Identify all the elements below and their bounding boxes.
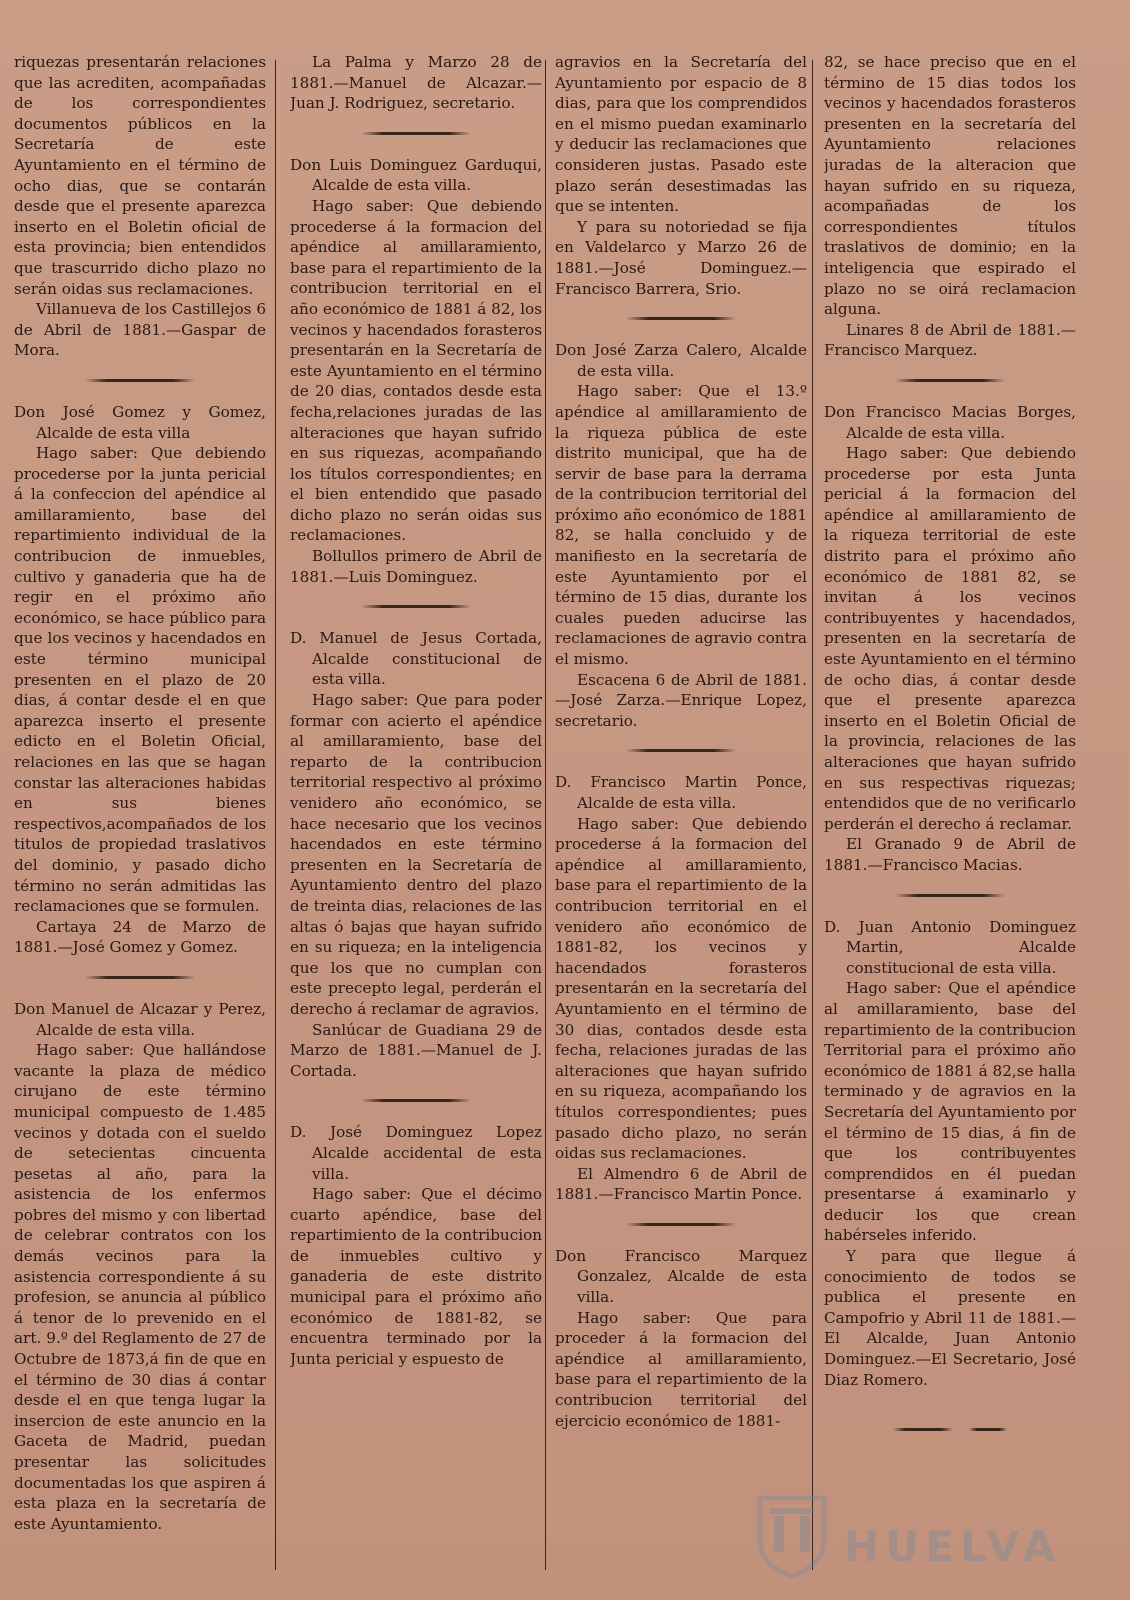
notice-separator	[361, 132, 471, 135]
notice-sanlucar	[290, 628, 542, 1081]
notice-body: Hago saber: Que para proceder á la formacion del apéndice al amillaramiento, base para el repartimiento de la contribucion territorial del ejercicio económico de 1881-	[555, 1308, 807, 1430]
notice-body: Hago saber: Que debiendo procederse á la formacion del apéndice al amillaramiento, base para el repartimiento de la contribucion territorial en el venidero año económico de 1881-82, los vecinos y hacendados forasteros presentarán en la secretaría del Ayuntamiento en el término de 30 dias, contados desde esta fecha, relaciones juradas de las alteraciones que hayan sufrido en su riqueza, acompañando los títulos correspondientes; pues pasado dicho plazo, no serán oidas sus reclamaciones.	[555, 814, 807, 1163]
notice-signature: La Palma y Marzo 28 de 1881.—Manuel de Alcazar.—Juan J. Rodriguez, secretario.	[290, 53, 542, 113]
column-rule	[812, 60, 813, 1570]
notice-separator	[626, 749, 736, 752]
notice-cartaya	[14, 402, 266, 958]
notice-body: agravios en la Secretaría del Ayuntamiento por espacio de 8 dias, para que los comprendidos en el mismo puedan examinarlo y deducir las reclamaciones que consideren justas. Pasado este plazo serán desestimadas las que se intenten.	[555, 53, 807, 216]
notice-body: Hago saber: Que hallándose vacante la plaza de médico cirujano de este término municipal compuesto de 1.485 vecinos y dotada con el sueldo de setecientas cincuenta pesetas al año, para la asistencia de los enfermos pobres del mismo y con libertad de celebrar contratos con los demás vecinos para la asistencia correspondiente á su profesion, se anuncia al público á tenor de lo prevenido en el art. 9.º del Reglamento de 27 de Octubre de 1873,á fin de que en el término de 30 dias á contar desde el en que tenga lugar la insercion de este anuncio en la Gaceta de Madrid, puedan presentar las solicitudes documentadas los que aspiren á esta plaza en la secretaría de este Ayuntamiento.	[14, 1041, 266, 1533]
notice-linares	[555, 1246, 807, 1431]
notice-heading: Don Francisco Macias Borges, Alcalde de esta villa.	[824, 402, 1076, 442]
watermark-text: HUELVA	[844, 1522, 1062, 1571]
notice-heading: Don Francisco Marquez Gonzalez, Alcalde de esta villa.	[555, 1246, 807, 1307]
notice-signature: Bollullos primero de Abril de 1881.—Luis Dominguez.	[290, 547, 542, 586]
notice-signature: Y para su notoriedad se fija en Valdelarco y Marzo 26 de 1881.—José Dominguez.—Francisco Barrera, Srio.	[555, 217, 807, 298]
notice-heading: Don Luis Dominguez Garduqui, Alcalde de esta villa.	[290, 155, 542, 195]
notice-body: Hago saber: Que debiendo procederse por la junta pericial á la confeccion del apéndice al amillaramiento, base del repartimiento individual de la contribucion de inmuebles, cultivo y ganaderia que ha de regir en el próximo año económico, se hace público para que los vecinos y hacendados en este término municipal presenten en el plazo de 20 dias, á contar desde el en que aparezca inserto el presente edicto en el Boletin Oficial, relaciones en las que se hagan constar las alteraciones habidas en sus bienes respectivos,acompañados de los titulos de propiedad traslativos del dominio, y pasado dicho término no serán admitidas las reclamaciones que se formulen.	[14, 444, 266, 916]
notice-signature: Linares 8 de Abril de 1881.—Francisco Marquez.	[824, 320, 1076, 360]
notice-signature: El Almendro 6 de Abril de 1881.—Francisco Martin Ponce.	[555, 1164, 807, 1204]
notice-linares-continuation	[824, 52, 1076, 361]
end-separator	[824, 1416, 1076, 1437]
column-2	[290, 52, 542, 1582]
notice-body: Hago saber: Que el 13.º apéndice al amillaramiento de la riqueza pública de este distrito municipal, que ha de servir de base para la derrama de la contribucion territorial del próximo año económico de 1881 82, se halla concluido y de manifiesto en la secretaría de este Ayuntamiento por el término de 15 dias, durante los cuales pueden aducirse las reclamaciones de agravio contra el mismo.	[555, 382, 807, 669]
notice-body: Hago saber: Que debiendo procederse á la formacion del apéndice al amillaramiento, base para el repartimiento de la contribucion territorial en el año económico de 1881 á 82, los vecinos y hacendados forasteros presentarán en la Secretaría de este Ayuntamiento en el término de 20 dias, contados desde esta fecha,relaciones juradas de las alteraciones que hayan sufrido en sus riquezas, acompañando los títulos correspondientes; en el bien entendido que pasado dicho plazo no serán oidas sus reclamaciones.	[290, 196, 542, 545]
notice-heading: Don José Gomez y Gomez, Alcalde de esta villa	[14, 402, 266, 442]
notice-separator	[361, 1099, 471, 1102]
notice-heading: D. Juan Antonio Dominguez Martin, Alcalde constitucional de esta villa.	[824, 917, 1076, 977]
notice-body: Hago saber: Que debiendo procederse por esta Junta pericial á la formacion del apéndice al amillaramiento de la riqueza territorial de este distrito para el próximo año económico de 1881 82, se invitan á los vecinos contribuyentes y hacendados, presenten en la secretaría de este Ayuntamiento en el término de ocho dias, á contar desde que el presente aparezca inserto en el Boletin Oficial de la provincia, relaciones de las alteraciones que hayan sufrido en sus respectivas riquezas; entendidos que de no verificarlo perderán el derecho á reclamar.	[824, 444, 1076, 833]
end-separator-left	[893, 1428, 953, 1431]
notice-separator	[361, 605, 471, 608]
notice-heading: D. Manuel de Jesus Cortada, Alcalde constitucional de esta villa.	[290, 629, 542, 689]
notice-body: Hago saber: Que el décimo cuarto apéndice, base del repartimiento de la contribucion de inmuebles cultivo y ganaderia de este distrito municipal para el próximo año económico de 1881-82, se encuentra terminado por la Junta pericial y espuesto de	[290, 1185, 542, 1368]
notice-campofrio	[824, 917, 1076, 1391]
notice-separator	[85, 379, 195, 382]
column-3	[555, 52, 807, 1582]
notice-signature: Sanlúcar de Guadiana 29 de Marzo de 1881.—Manuel de J. Cortada.	[290, 1020, 542, 1080]
notice-valdelarco	[290, 1122, 542, 1369]
notice-villanueva-continuation	[14, 52, 266, 361]
notice-signature: El Granado 9 de Abril de 1881.—Francisco Macias.	[824, 835, 1076, 874]
diputacion-logo-icon	[752, 1488, 832, 1578]
notice-body: riquezas presentarán relaciones que las acrediten, acompañadas de los correspondientes documentos públicos en la Secretaría de este Ayuntamiento en el término de ocho dias, que se contarán desde que el presente aparezca inserto en el Boletin oficial de esta provincia; bien entendidos que trascurrido dicho plazo no serán oidas sus reclamaciones.	[14, 53, 266, 298]
notice-heading: Don Manuel de Alcazar y Perez, Alcalde de esta villa.	[14, 999, 266, 1039]
column-4	[824, 52, 1076, 1582]
notice-signature: Y para que llegue á conocimiento de todos se publica el presente en Campofrio y Abril 11 de 1881.—El Alcalde, Juan Antonio Dominguez.—El Secretario, José Diaz Romero.	[824, 1247, 1076, 1389]
notice-separator	[626, 1223, 736, 1226]
notice-el-almendro	[555, 772, 807, 1204]
column-rule	[275, 60, 276, 1570]
notice-bollullos	[290, 155, 542, 587]
notice-el-granado	[824, 402, 1076, 876]
notice-separator	[626, 317, 736, 320]
notice-separator	[895, 894, 1005, 897]
notice-body: 82, se hace preciso que en el término de 15 dias todos los vecinos y hacendados forasteros presenten en la secretaría del Ayuntamiento relaciones juradas de la alteracion que hayan sufrido en su riqueza, acompañadas de los correspondientes títulos traslativos de dominio; en la inteligencia que espirado el plazo no se oirá reclamacion alguna.	[824, 53, 1076, 319]
notice-separator	[895, 379, 1005, 382]
notice-signature: Villanueva de los Castillejos 6 de Abril de 1881.—Gaspar de Mora.	[14, 300, 266, 360]
notice-heading: D. Francisco Martin Ponce, Alcalde de esta villa.	[555, 773, 807, 812]
notice-body: Hago saber: Que para poder formar con acierto el apéndice al amillaramiento, base del reparto de la contribucion territorial respectivo al próximo venidero año económico, se hace necesario que los vecinos hacendados en este término presenten en la Secretaría de Ayuntamiento dentro del plazo de treinta dias, relaciones de las altas ó bajas que hayan sufrido en su riqueza; en la inteligencia que los que no cumplan con este precepto legal, perderán el derecho á reclamar de agravios.	[290, 691, 542, 1018]
notice-escacena	[555, 340, 807, 731]
notice-la-palma-signature	[290, 52, 542, 114]
notice-signature: Escacena 6 de Abril de 1881.—José Zarza.—Enrique Lopez, secretario.	[555, 670, 807, 730]
column-1	[14, 52, 266, 1582]
notice-valdelarco-continuation	[555, 52, 807, 299]
notice-la-palma	[14, 999, 266, 1534]
notice-body: Hago saber: Que el apéndice al amillaramiento, base del repartimiento de la contribucion Territorial para el próximo año económico de 1881 á 82,se halla terminado y de agravios en la Secretaría del Ayuntamiento por el término de 15 dias, á fin de que los contribuyentes comprendidos en él puedan presentarse á examinarlo y deducir los que crean habérseles inferido.	[824, 979, 1076, 1245]
notice-heading: D. José Dominguez Lopez Alcalde accidental de esta villa.	[290, 1123, 542, 1183]
notice-heading: Don José Zarza Calero, Alcalde de esta villa.	[555, 341, 807, 380]
archive-watermark	[752, 1488, 1082, 1580]
end-separator-right	[969, 1428, 1007, 1431]
notice-signature: Cartaya 24 de Marzo de 1881.—José Gomez y Gomez.	[14, 917, 266, 957]
column-rule	[545, 60, 546, 1570]
notice-separator	[85, 976, 195, 979]
